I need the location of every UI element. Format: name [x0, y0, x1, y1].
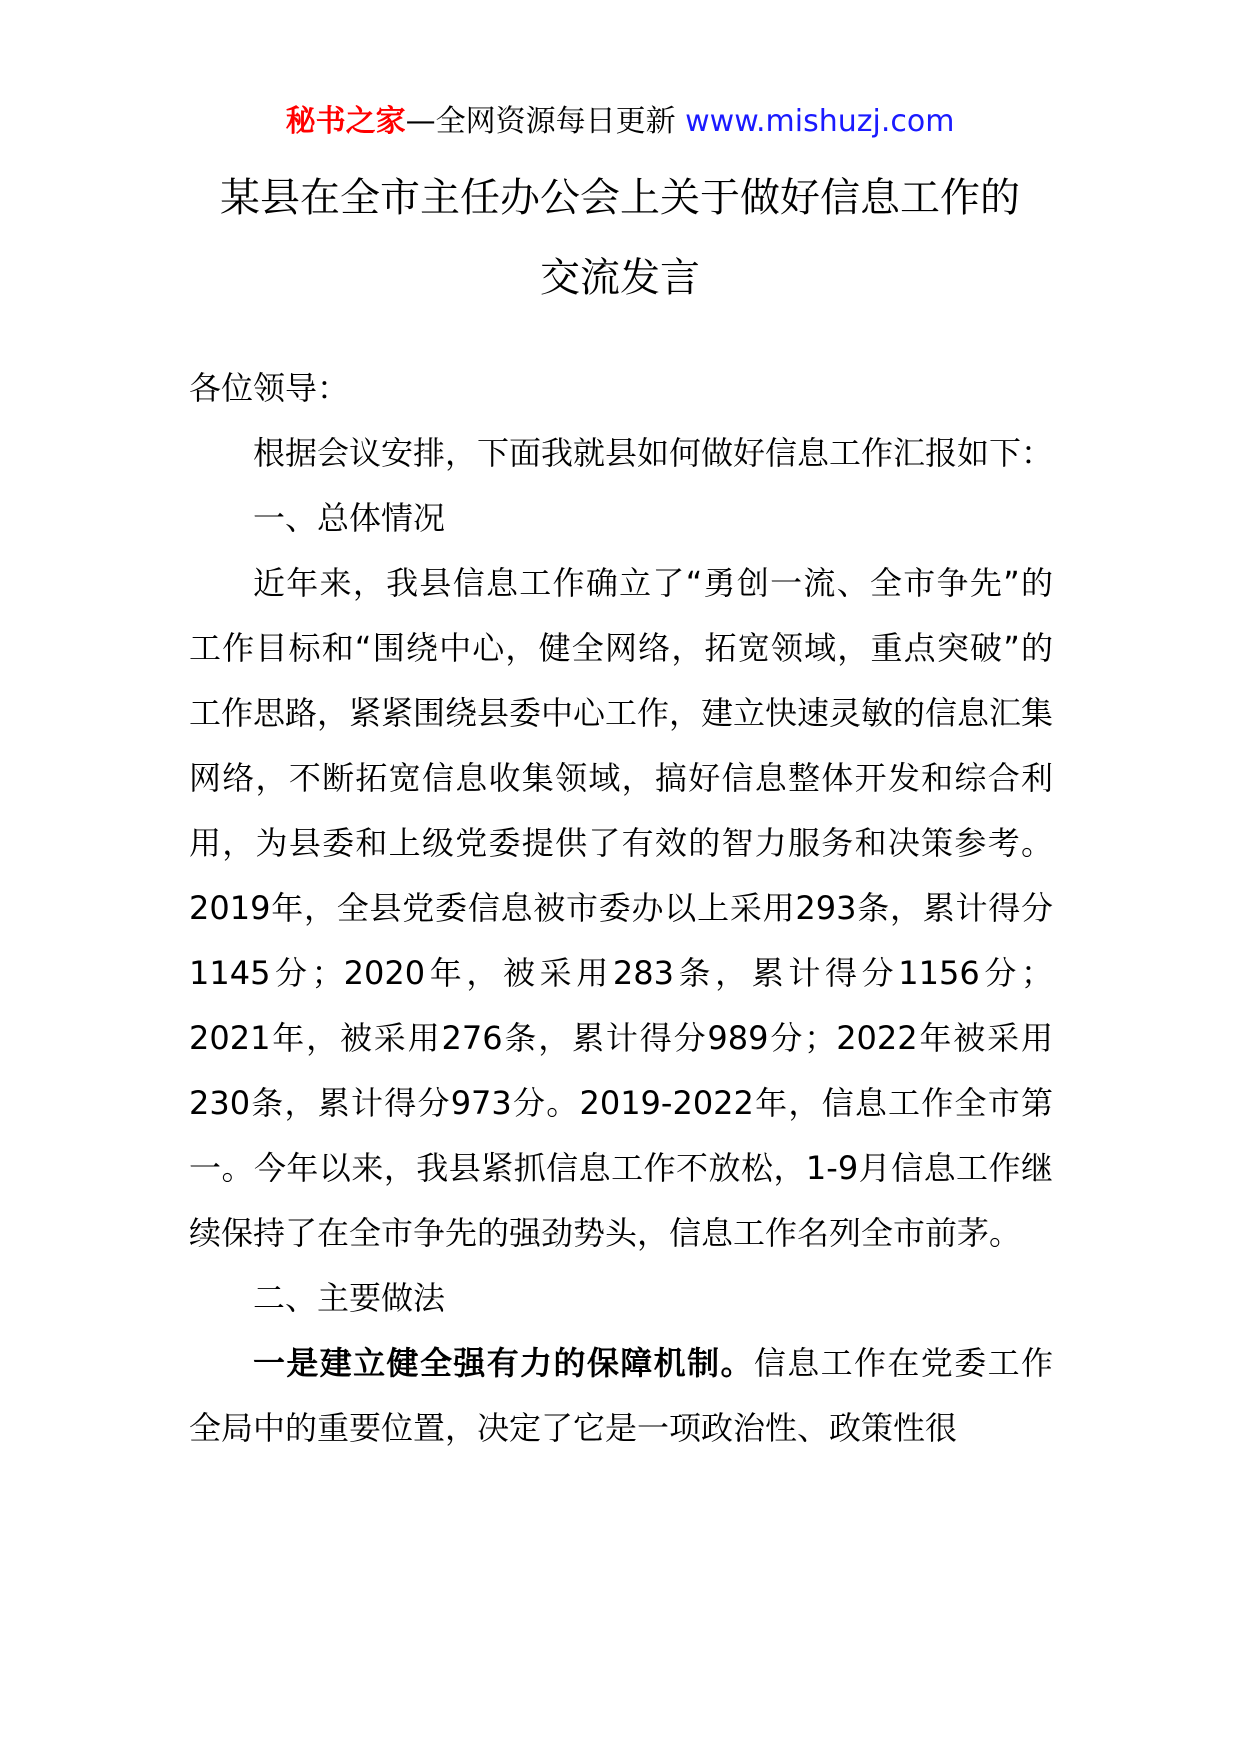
document-title	[0, 158, 1240, 318]
section1-heading: 一、总体情况	[253, 499, 446, 537]
section2-lead-sentence: 一是建立健全强有力的保障机制。	[253, 1344, 754, 1382]
section2-paragraph	[189, 1331, 1053, 1461]
intro-paragraph: 根据会议安排，下面我就县如何做好信息工作汇报如下：	[253, 434, 1054, 472]
title-line-2: 交流发言	[540, 255, 700, 301]
section2-heading: 二、主要做法	[253, 1279, 446, 1317]
header-slogan: —全网资源每日更新	[405, 104, 676, 139]
brand-name: 秘书之家	[285, 104, 406, 139]
site-header	[0, 100, 1240, 144]
site-url-link[interactable]: www.mishuzj.com	[685, 104, 955, 139]
section1-paragraph: 近年来，我县信息工作确立了“勇创一流、全市争先”的工作目标和“围绕中心，健全网络，拓宽领域，重点突破”的工作思路，紧紧围绕县委中心工作，建立快速灵敏的信息汇集网络，不断拓宽信息收集领域，搞好信息整体开发和综合利用，为县委和上级党委提供了有效的智力服务和决策参考。2019年，全县党委信息被市委办以上采用293条，累计得分1145分；2020年，被采用283条，累计得分1156分；2021年，被采用276条，累计得分989分；2022年被采用230条，累计得分973分。2019-2022年，信息工作全市第一。今年以来，我县紧抓信息工作不放松，1-9月信息工作继续保持了在全市争先的强劲势头，信息工作名列全市前茅。	[189, 564, 1054, 1252]
salutation: 各位领导：	[189, 369, 350, 407]
section2-body-text: 信息工作在党委工作全局中的重要位置，决定了它是一项政治性、政策性很	[189, 1344, 1053, 1447]
document-body	[189, 356, 1053, 1461]
title-line-1: 某县在全市主任办公会上关于做好信息工作的	[220, 175, 1020, 221]
